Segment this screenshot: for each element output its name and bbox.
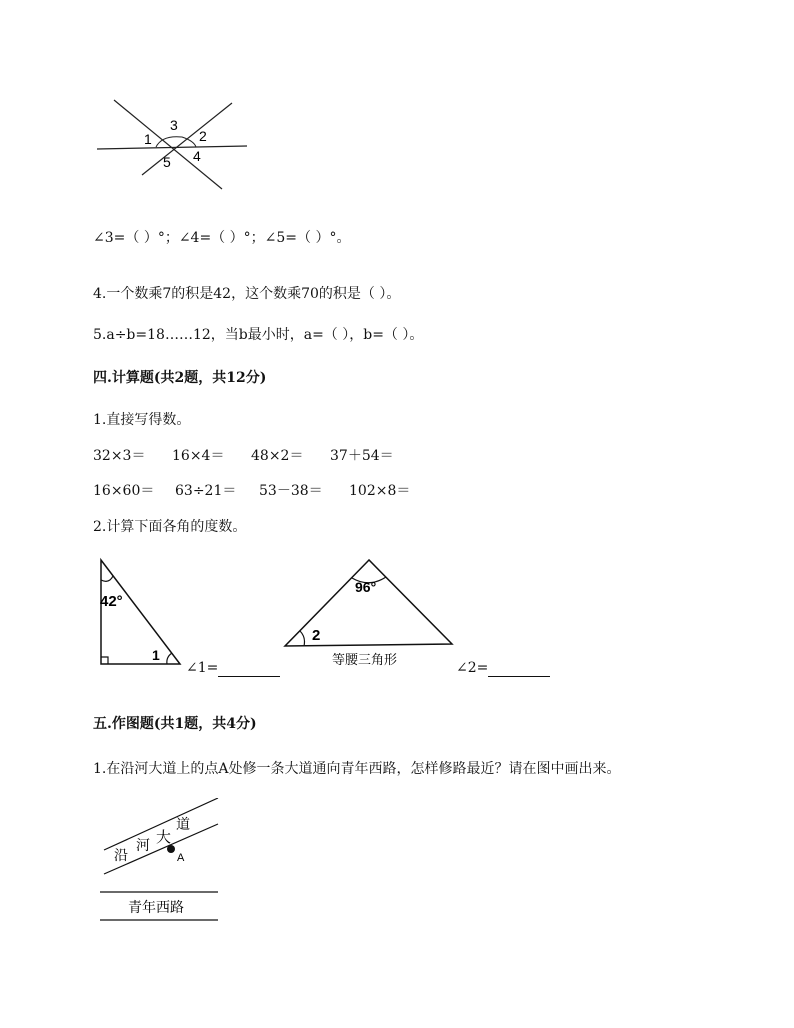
calc-item: 37＋54＝	[330, 448, 394, 464]
question-4: 4.一个数乘7的积是42，这个数乘70的积是（ ）。	[93, 286, 401, 302]
angle-1-label: 1	[152, 647, 160, 663]
right-triangle-figure	[96, 556, 186, 668]
point-a-label: A	[177, 852, 185, 864]
angle-label-5: 5	[163, 154, 171, 170]
road-char: 河	[136, 837, 150, 853]
calc-item: 16×4＝	[172, 448, 225, 464]
section-4-title: 四.计算题(共2题，共12分)	[93, 370, 267, 386]
road-figure	[96, 798, 226, 924]
section-5-q1: 1.在沿河大道上的点A处修一条大道通向青年西路，怎样修路最近？请在图中画出来。	[93, 761, 621, 777]
point-a[interactable]	[167, 845, 175, 853]
angle-answer-line: ∠3=（ ）°；∠4=（ ）°；∠5=（ ）°。	[93, 230, 351, 246]
calc-item: 102×8＝	[349, 483, 411, 499]
answer-angle-2	[456, 659, 550, 677]
angle-label-2: 2	[199, 128, 207, 144]
section-5-title: 五.作图题(共1题，共4分)	[93, 716, 257, 732]
right-triangle	[101, 560, 180, 664]
angle-label-1: 1	[144, 131, 152, 147]
angle-label-4: 4	[193, 148, 201, 164]
qingnian-road-label: 青年西路	[128, 899, 184, 915]
top-angle-arc	[101, 576, 113, 581]
angle-label-3: 3	[170, 117, 178, 133]
isosceles-triangle	[285, 560, 452, 646]
right-angle-mark	[101, 657, 108, 664]
base-angle-arc	[300, 631, 305, 646]
angle-96-label: 96°	[355, 579, 377, 595]
calc-item: 32×3＝	[93, 448, 146, 464]
isosceles-caption: 等腰三角形	[332, 652, 398, 667]
road-char: 大	[156, 829, 172, 846]
intersecting-lines-figure	[92, 95, 252, 195]
calc-item: 63÷21＝	[175, 483, 237, 499]
answer-angle-2-label: ∠2=	[456, 660, 489, 676]
road-char: 道	[176, 816, 190, 832]
diagonal-line-1	[114, 100, 222, 189]
calc-item: 53－38＝	[259, 483, 323, 499]
section-4-q2-title: 2.计算下面各角的度数。	[93, 519, 247, 535]
answer-angle-1-label: ∠1=	[186, 660, 219, 676]
section-4-q1-title: 1.直接写得数。	[93, 412, 191, 428]
answer-blank-2[interactable]	[488, 662, 550, 677]
angle-42-label: 42°	[100, 593, 123, 610]
calc-item: 48×2＝	[251, 448, 304, 464]
isosceles-triangle-figure	[280, 556, 458, 676]
answer-blank-1[interactable]	[218, 662, 280, 677]
angle-arc	[156, 137, 196, 147]
answer-angle-1	[186, 659, 280, 677]
bottom-angle-arc	[167, 653, 172, 664]
road-char: 沿	[114, 847, 128, 863]
calc-item: 16×60＝	[93, 483, 155, 499]
angle-2-label: 2	[312, 627, 321, 644]
question-5: 5.a÷b=18……12，当b最小时，a=（ ），b=（ ）。	[93, 327, 424, 343]
